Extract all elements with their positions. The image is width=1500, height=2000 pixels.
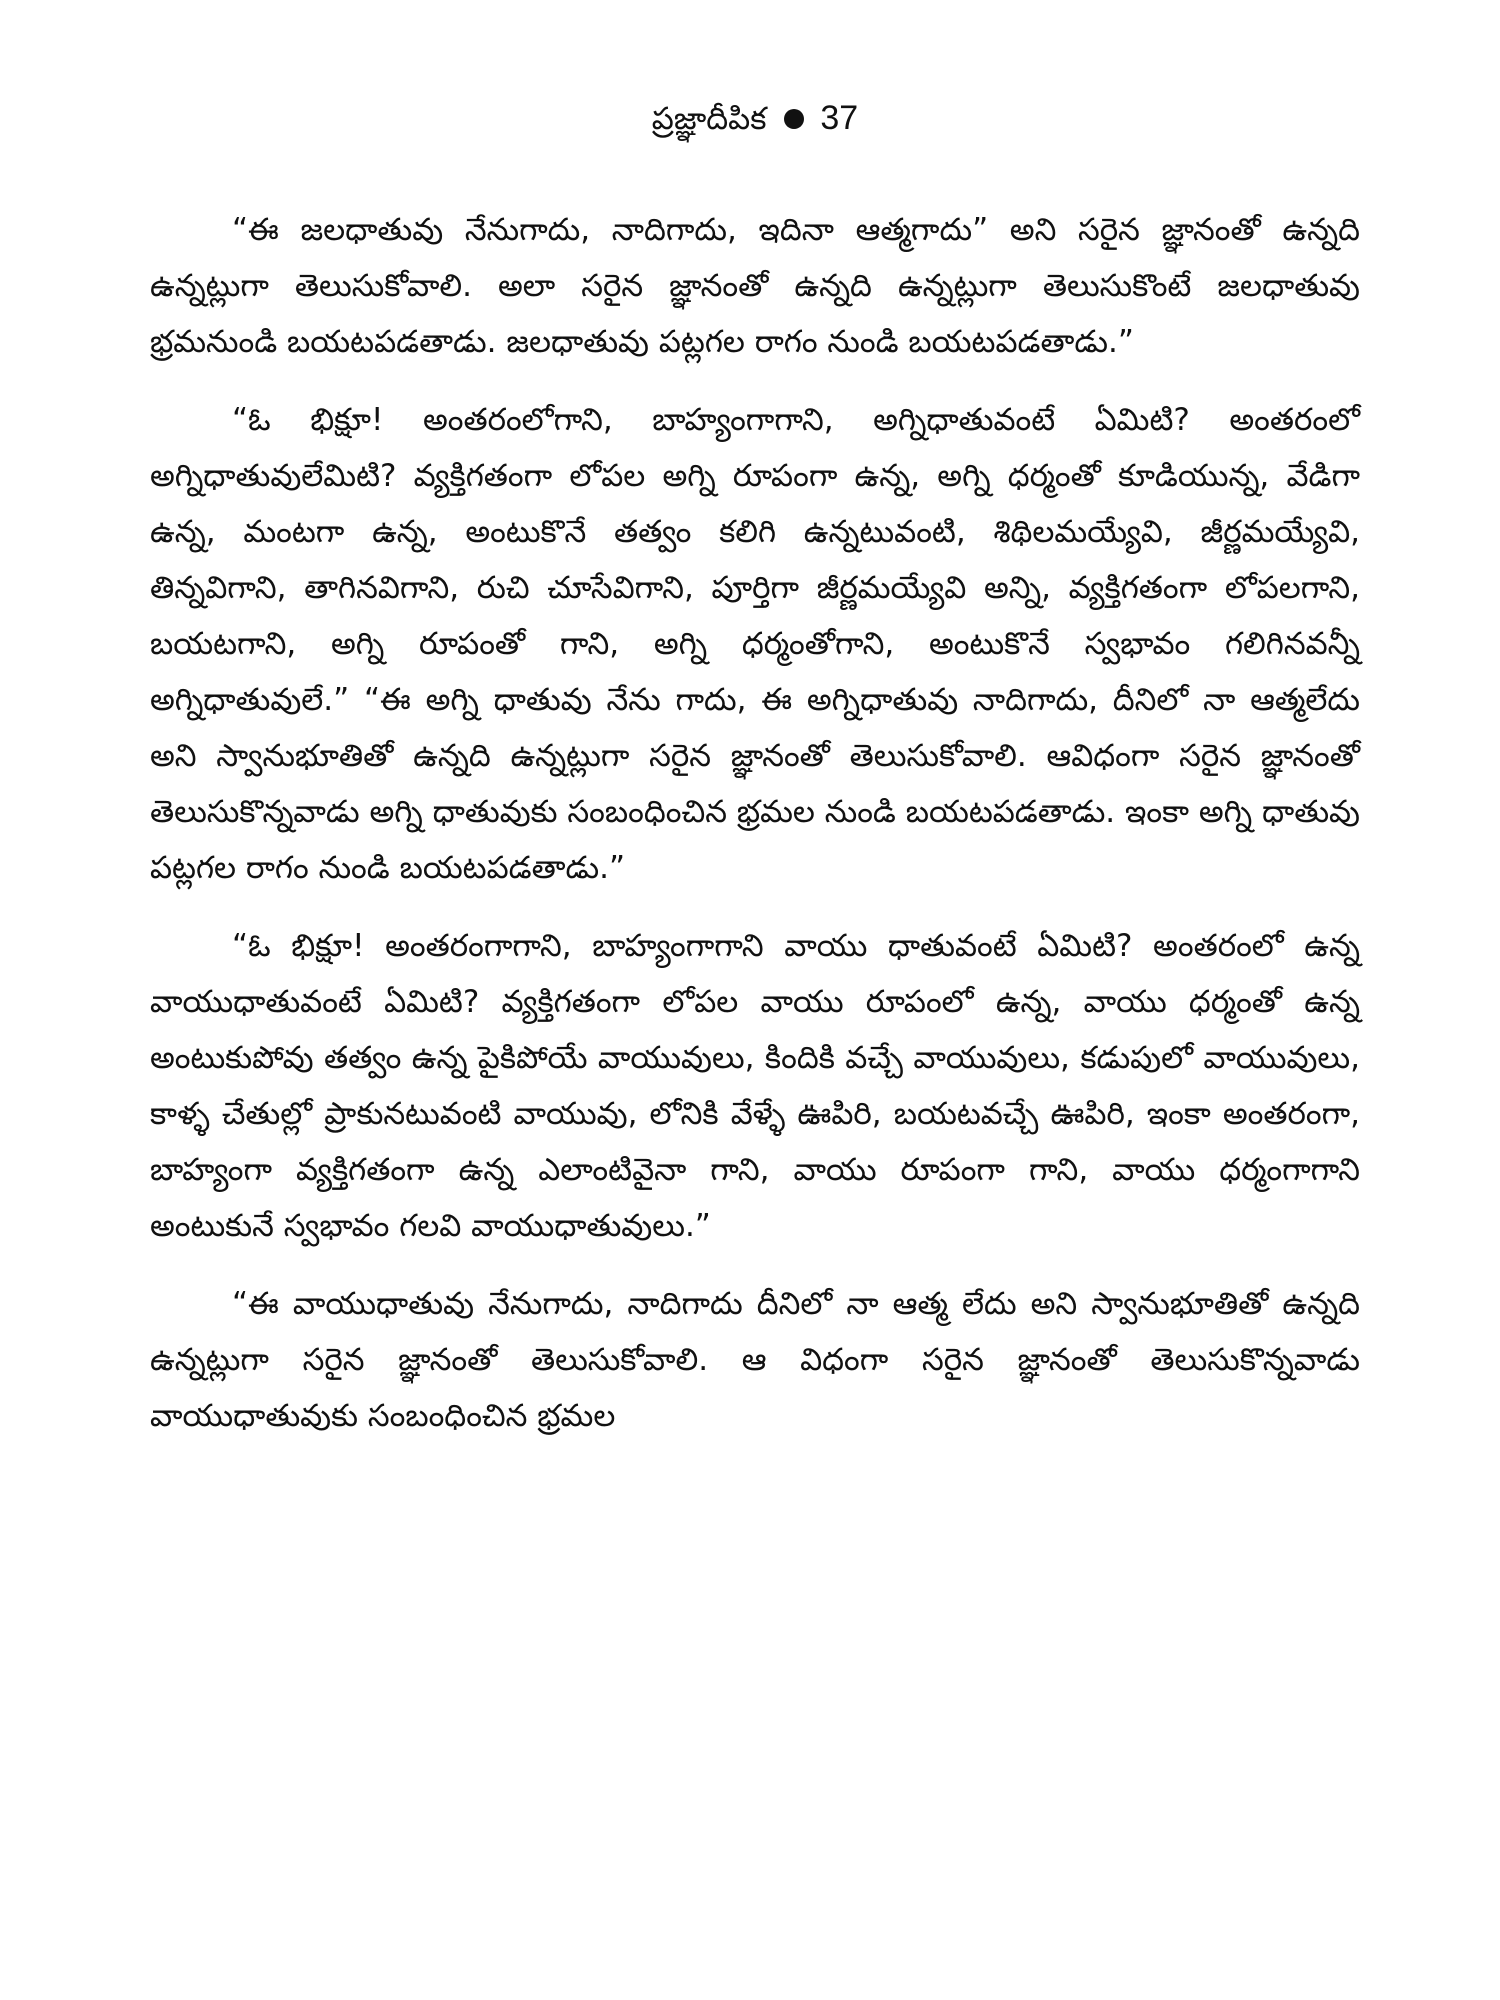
paragraph-air-element: “ఓ భిక్షూ! అంతరంగాగాని, బాహ్యంగాగాని వాయు ధాతువంటే ఏమిటి? అంతరంలో ఉన్న వాయుధాతువంటే ఏమిటి? వ్యక్తిగతంగా లోపల వాయు రూపంలో ఉన్న, వాయు ధర్మంతో ఉన్న అంటుకుపోవు తత్వం ఉన్న పైకిపోయే వాయువులు, కిందికి వచ్చే వాయువులు, కడుపులో వాయువులు, కాళ్ళ చేతుల్లో ప్రాకునటువంటి వాయువు, లోనికి వేళ్ళే ఊపిరి, బయటవచ్చే ఊపిరి, ఇంకా అంతరంగా, బాహ్యంగా వ్యక్తిగతంగా ఉన్న ఎలాంటివైనా గాని, వాయు రూపంగా గాని, వాయు ధర్మంగాగాని అంటుకునే స్వభావం గలవి వాయుధాతువులు.” xyxy=(150,928,1360,1244)
paragraph-fire-element: “ఓ భిక్షూ! అంతరంలోగాని, బాహ్యంగాగాని, అగ్నిధాతువంటే ఏమిటి? అంతరంలో అగ్నిధాతువులేమిటి? వ్యక్తిగతంగా లోపల అగ్ని రూపంగా ఉన్న, అగ్ని ధర్మంతో కూడియున్న, వేడిగా ఉన్న, మంటగా ఉన్న, అంటుకొనే తత్వం కలిగి ఉన్నటువంటి, శిథిలమయ్యేవి, జీర్ణమయ్యేవి, తిన్నవిగాని, తాగినవిగాని, రుచి చూసేవిగాని, పూర్తిగా జీర్ణమయ్యేవి అన్ని, వ్యక్తిగతంగా లోపలగాని, బయటగాని, అగ్ని రూపంతో గాని, అగ్ని ధర్మంతోగాని, అంటుకొనే స్వభావం గలిగినవన్నీ అగ్నిధాతువులే.” “ఈ అగ్ని ధాతువు నేను గాదు, ఈ అగ్నిధాతువు నాదిగాదు, దీనిలో నా ఆత్మలేదు అని స్వానుభూతితో ఉన్నది ఉన్నట్లుగా సరైన జ్ఞానంతో తెలుసుకోవాలి. ఆవిధంగా సరైన జ్ఞానంతో తెలుసుకొన్నవాడు అగ్ని ధాతువుకు సంబంధించిన భ్రమల నుండి బయటపడతాడు. ఇంకా అగ్ని ధాతువు పట్లగల రాగం నుండి బయటపడతాడు.” xyxy=(150,402,1360,886)
page-number: 37 xyxy=(820,99,859,137)
body-text xyxy=(150,202,1360,1444)
book-title: ప్రజ్ఞాదీపిక xyxy=(651,101,767,137)
running-header xyxy=(150,96,1360,140)
bullet-separator xyxy=(784,109,804,129)
paragraph-water-element: “ఈ జలధాతువు నేనుగాదు, నాదిగాదు, ఇదినా ఆత్మగాదు” అని సరైన జ్ఞానంతో ఉన్నది ఉన్నట్లుగా తెలుసుకోవాలి. అలా సరైన జ్ఞానంతో ఉన్నది ఉన్నట్లుగా తెలుసుకొంటే జలధాతువు భ్రమనుండి బయటపడతాడు. జలధాతువు పట్లగల రాగం నుండి బయటపడతాడు.” xyxy=(150,212,1360,360)
paragraph-air-element-continued: “ఈ వాయుధాతువు నేనుగాదు, నాదిగాదు దీనిలో నా ఆత్మ లేదు అని స్వానుభూతితో ఉన్నది ఉన్నట్లుగా సరైన జ్ఞానంతో తెలుసుకోవాలి. ఆ విధంగా సరైన జ్ఞానంతో తెలుసుకొన్నవాడు వాయుధాతువుకు సంబంధించిన భ్రమల xyxy=(150,1286,1360,1434)
